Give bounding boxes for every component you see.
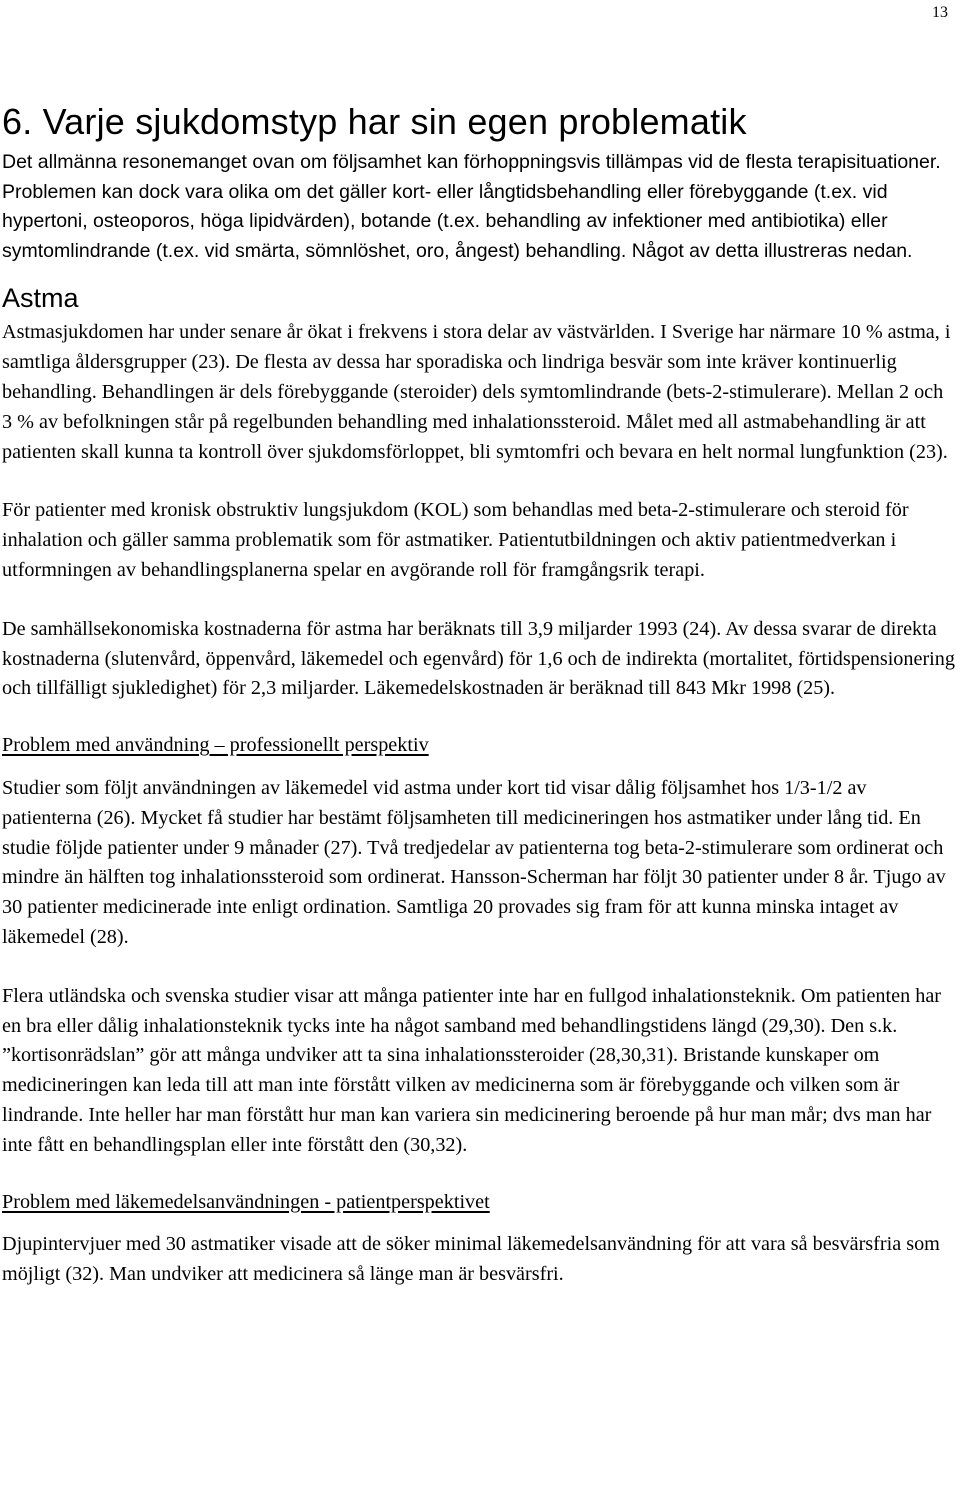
page-content <box>2 96 954 1290</box>
patient-paragraph-1: Djupintervjuer med 30 astmatiker visade att de söker minimal läkemedelsanvändning för att vara så besvärsfria som möjligt (32). Man undviker att medicinera så länge man är besvärsfri. <box>2 1233 940 1286</box>
professional-paragraph-1: Studier som följt användningen av läkemedel vid astma under kort tid visar dålig följsamhet hos 1/3-1/2 av patienterna (26). Mycket få studier har bestämt följsamheten till medicineringen hos astmatiker under lång tid. En studie följde patienter under 9 månader (27). Två tredjedelar av patienterna tog beta-2-stimulerare som ordinerat och mindre än hälften tog inhalationssteroid som ordinerat. Hansson-Scherman har följt 30 patienter under 8 år. Tjugo av 30 patienter medicinerade inte enligt ordination. Samtliga 20 provades sig fram för att kunna minska intaget av läkemedel (28). <box>2 776 946 948</box>
subheading-patient-perspective: Problem med läkemedelsanvändningen - patientperspektivet <box>2 1190 490 1213</box>
astma-paragraph-2: För patienter med kronisk obstruktiv lungsjukdom (KOL) som behandlas med beta-2-stimulerare och steroid för inhalation och gäller samma problematik som för astmatiker. Patientutbildningen och aktiv patientmedverkan i utformningen av behandlingsplanerna spelar en avgörande roll för framgångsrik terapi. <box>2 499 909 581</box>
chapter-intro-paragraph: Det allmänna resonemanget ovan om följsamhet kan förhoppningsvis tillämpas vid de flesta terapisituationer. Problemen kan dock vara olika om det gäller kort- eller långtidsbehandling eller förebyggande (t.ex. vid hypertoni, osteoporos, höga lipidvärden), botande (t.ex. behandling av infektioner med antibiotika) eller symtomlindrande (t.ex. vid smärta, sömnlöshet, oro, ångest) behandling. Något av detta illustreras nedan. <box>2 151 941 262</box>
astma-paragraph-3: De samhällsekonomiska kostnaderna för astma har beräknats till 3,9 miljarder 1993 (24). Av dessa svarar de direkta kostnaderna (slutenvård, öppenvård, läkemedel och egenvård) för 1,6 och de indirekta (mortalitet, förtidspensionering och tillfälligt sjukledighet) för 2,3 miljarder. Läkemedelskostnaden är beräknad till 843 Mkr 1998 (25). <box>2 617 955 700</box>
chapter-title: 6. Varje sjukdomstyp har sin egen problematik <box>2 101 747 142</box>
subheading-professional-perspective: Problem med användning – professionellt perspektiv <box>2 734 429 757</box>
page-number: 13 <box>932 4 948 21</box>
professional-paragraph-2: Flera utländska och svenska studier visar att många patienter inte har en fullgod inhalationsteknik. Om patienten har en bra eller dålig inhalationsteknik tycks inte ha något samband med behandlingstidens längd (29,30). Den s.k. ”kortisonrädslan” gör att många undviker att ta sina inhalationssteroider (28,30,31). Bristande kunskaper om medicineringen kan leda till att man inte förstått vilken av medicinerna som är förebyggande och vilken som är lindrande. Inte heller har man förstått hur man kan variera sin medicinering beroende på hur man mår; dvs man har inte fått en behandlingsplan eller inte förstått den (30,32). <box>2 984 942 1156</box>
astma-paragraph-1: Astmasjukdomen har under senare år ökat i frekvens i stora delar av västvärlden. I Sverige har närmare 10 % astma, i samtliga åldersgrupper (23). De flesta av dessa har sporadiska och lindriga besvär som inte kräver kontinuerlig behandling. Behandlingen är dels förebyggande (steroider) dels symtomlindrande (bets-2-stimulerare). Mellan 2 och 3 % av befolkningen står på regelbunden behandling med inhalationssteroid. Målet med all astmabehandling är att patienten skall kunna ta kontroll över sjukdomsförloppet, bli symtomfri och bevara en helt normal lungfunktion (23). <box>2 321 951 463</box>
section-title-astma: Astma <box>2 283 79 314</box>
